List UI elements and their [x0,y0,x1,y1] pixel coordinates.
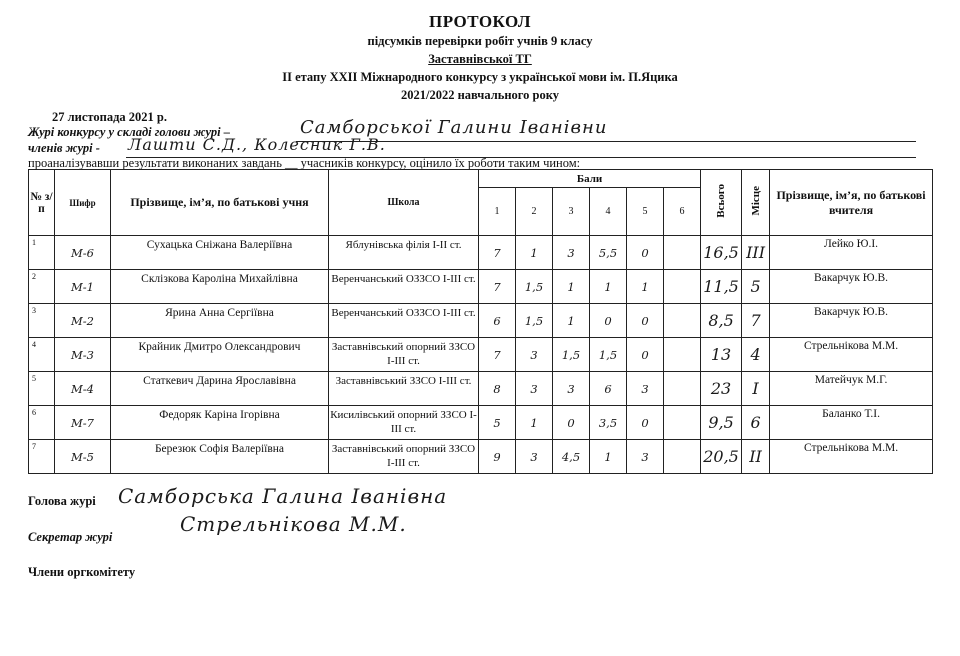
row-score-2: 1,5 [516,270,553,304]
row-score-6 [664,338,701,372]
header-teacher: Прізвище, ім’я, по батькові вчителя [770,170,933,236]
row-score-1: 7 [479,270,516,304]
row-number: 7 [29,440,55,474]
row-score-5: 1 [627,270,664,304]
row-score-4: 1,5 [590,338,627,372]
row-score-6 [664,406,701,440]
row-place: ІІІ [742,236,770,270]
table-row [29,440,933,474]
row-student-name: Склізкова Кароліна Михайлівна [111,270,329,304]
row-score-6 [664,304,701,338]
header-score-1: 1 [479,188,516,236]
row-number: 3 [29,304,55,338]
row-score-2: 1 [516,406,553,440]
row-score-2: 1,5 [516,304,553,338]
row-student-name: Ярина Анна Сергіївна [111,304,329,338]
row-place: 6 [742,406,770,440]
row-cipher: М-2 [55,304,111,338]
row-score-1: 7 [479,338,516,372]
head-signature-label: Голова журі [28,494,96,508]
row-total: 20,5 [701,440,742,474]
row-score-5: 3 [627,372,664,406]
row-student-name: Федоряк Каріна Ігорівна [111,406,329,440]
row-student-name: Березюк Софія Валеріївна [111,440,329,474]
row-total: 9,5 [701,406,742,440]
row-teacher: Вакарчук Ю.В. [770,304,933,338]
row-place: 5 [742,270,770,304]
row-total: 13 [701,338,742,372]
header-scores: Бали [479,170,701,188]
row-student-name: Сухацька Сніжана Валеріївна [111,236,329,270]
header-school: Школа [329,170,479,236]
row-place: ІІ [742,440,770,474]
secretary-signature: Стрельнікова М.М. [180,512,407,536]
row-score-3: 0 [553,406,590,440]
row-score-3: 4,5 [553,440,590,474]
row-school: Яблунівська філія І-ІІ ст. [329,236,479,270]
row-score-3: 1 [553,270,590,304]
row-cipher: М-1 [55,270,111,304]
row-score-1: 7 [479,236,516,270]
row-score-1: 9 [479,440,516,474]
row-teacher: Лейко Ю.І. [770,236,933,270]
table-row [29,270,933,304]
row-school: Веренчанський ОЗЗСО І-ІІІ ст. [329,304,479,338]
jury-head-underline [296,141,916,142]
row-teacher: Матейчук М.Г. [770,372,933,406]
table-row [29,406,933,440]
row-cipher: М-7 [55,406,111,440]
row-cipher: М-4 [55,372,111,406]
row-score-4: 1 [590,440,627,474]
row-school: Заставнівський ЗЗСО І-ІІІ ст. [329,372,479,406]
row-place: 7 [742,304,770,338]
row-cipher: М-5 [55,440,111,474]
header-score-4: 4 [590,188,627,236]
header-student: Прізвище, ім’я, по батькові учня [111,170,329,236]
analysis-text: проаналізувавши результати виконаних завдань __ учасників конкурсу, оцінило їх роботи таким чином: [28,156,581,170]
row-cipher: М-6 [55,236,111,270]
row-number: 6 [29,406,55,440]
row-score-5: 0 [627,338,664,372]
row-score-2: 3 [516,338,553,372]
header-score-6: 6 [664,188,701,236]
row-number: 5 [29,372,55,406]
row-score-2: 1 [516,236,553,270]
table-row [29,338,933,372]
row-place: І [742,372,770,406]
row-score-5: 3 [627,440,664,474]
row-score-2: 3 [516,440,553,474]
row-place: 4 [742,338,770,372]
row-number: 2 [29,270,55,304]
row-score-3: 1,5 [553,338,590,372]
jury-members-label: членів журі - [28,141,100,155]
committee-label: Члени оргкомітету [28,565,136,579]
subtitle-line-2: Заставнівської ТГ [428,52,532,66]
row-score-1: 6 [479,304,516,338]
row-score-5: 0 [627,304,664,338]
row-score-4: 6 [590,372,627,406]
row-teacher: Вакарчук Ю.В. [770,270,933,304]
table-row [29,304,933,338]
subtitle-line-4: 2021/2022 навчального року [400,88,560,102]
date-text: 27 листопада 2021 р. [52,110,167,124]
header-place [742,170,770,236]
row-number: 1 [29,236,55,270]
row-total: 11,5 [701,270,742,304]
header-num: № з/п [29,170,55,236]
row-score-1: 8 [479,372,516,406]
row-score-4: 5,5 [590,236,627,270]
header-total-text: Всього [715,184,728,218]
row-score-3: 3 [553,372,590,406]
row-score-3: 1 [553,304,590,338]
header-score-3: 3 [553,188,590,236]
subtitle-line-1: підсумків перевірки робіт учнів 9 класу [367,34,593,48]
header-cipher: Шифр [55,170,111,236]
results-table [28,169,933,474]
secretary-signature-label: Секретар журі [28,530,113,544]
row-score-4: 0 [590,304,627,338]
row-school: Заставнівський опорний ЗЗСО І-ІІІ ст. [329,338,479,372]
table-body [29,236,933,474]
row-score-6 [664,236,701,270]
jury-members-value: Лашти С.Д., Колесник Г.В. [128,135,386,154]
row-cipher: М-3 [55,338,111,372]
row-total: 23 [701,372,742,406]
jury-head-value: Самборської Галини Іванівни [300,117,608,138]
row-score-3: 3 [553,236,590,270]
row-score-1: 5 [479,406,516,440]
table-header-row-1 [29,170,933,188]
row-teacher: Стрельнікова М.М. [770,440,933,474]
row-score-6 [664,270,701,304]
row-student-name: Статкевич Дарина Ярославівна [111,372,329,406]
row-total: 8,5 [701,304,742,338]
header-place-text: Місце [749,186,762,216]
document-title: ПРОТОКОЛ [428,12,531,31]
row-school: Кисилівський опорний ЗЗСО І-ІІІ ст. [329,406,479,440]
row-score-2: 3 [516,372,553,406]
row-score-5: 0 [627,236,664,270]
row-school: Веренчанський ОЗЗСО І-ІІІ ст. [329,270,479,304]
table-row [29,236,933,270]
row-student-name: Крайник Дмитро Олександрович [111,338,329,372]
row-teacher: Стрельнікова М.М. [770,338,933,372]
header-total [701,170,742,236]
row-score-5: 0 [627,406,664,440]
row-teacher: Баланко Т.І. [770,406,933,440]
row-school: Заставнівський опорний ЗЗСО І-ІІІ ст. [329,440,479,474]
row-total: 16,5 [701,236,742,270]
jury-head-label: Журі конкурсу у складі голови журі – [28,125,231,139]
subtitle-line-3: ІІ етапу ХХІІ Міжнародного конкурсу з української мови ім. П.Яцика [282,70,678,84]
header-score-2: 2 [516,188,553,236]
row-score-6 [664,440,701,474]
table-row [29,372,933,406]
row-score-4: 3,5 [590,406,627,440]
row-score-6 [664,372,701,406]
head-signature: Самборська Галина Іванівна [118,484,448,508]
row-score-4: 1 [590,270,627,304]
row-number: 4 [29,338,55,372]
header-score-5: 5 [627,188,664,236]
